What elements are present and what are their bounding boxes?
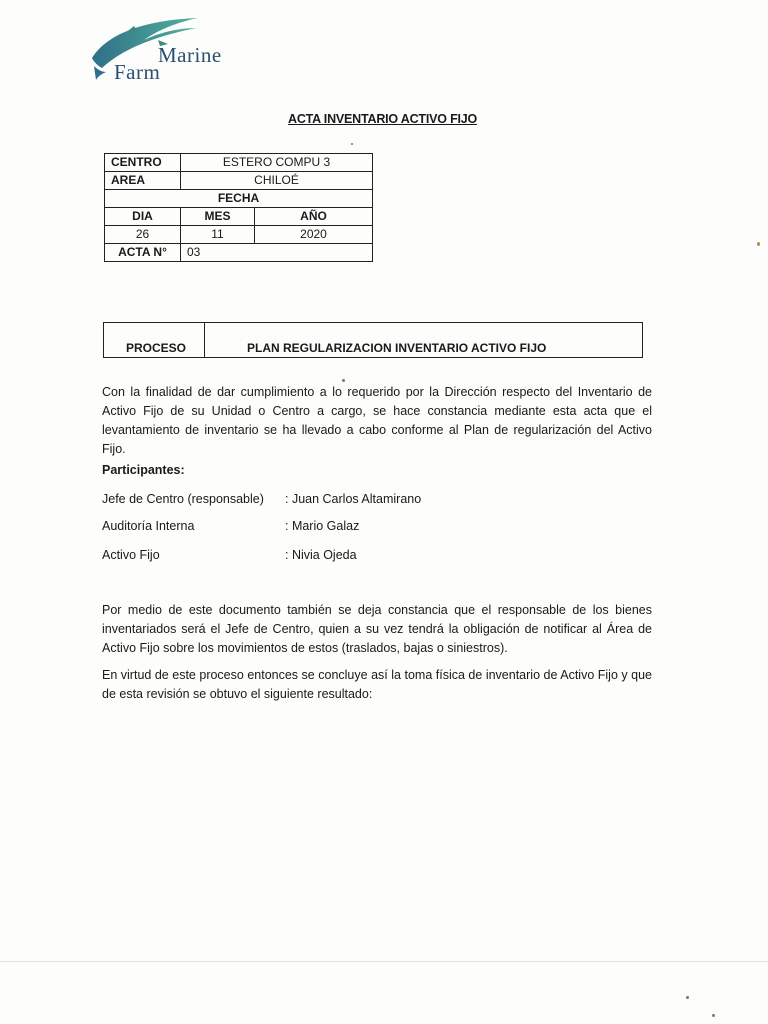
- acta-label: ACTA N°: [105, 244, 181, 262]
- conclusion-paragraph: En virtud de este proceso entonces se concluye así la toma física de inventario de Activo Fijo y que de esta revisión se obtuvo el siguiente resultado:: [102, 668, 652, 701]
- dia-label: DIA: [105, 208, 181, 226]
- participant-role: Activo Fijo: [102, 548, 160, 562]
- anio-label: AÑO: [255, 208, 373, 226]
- table-row-date-values: [105, 226, 373, 244]
- scan-line: [0, 961, 768, 962]
- proceso-label: PROCESO: [126, 341, 187, 355]
- logo-word-farm: Farm: [114, 60, 161, 84]
- scan-speck: [712, 1014, 715, 1017]
- table-row-date-headers: [105, 208, 373, 226]
- table-row-centro: [105, 154, 373, 172]
- dia-value: 26: [105, 226, 181, 244]
- area-label: AREA: [105, 172, 181, 190]
- marine-farm-logo: [88, 14, 263, 86]
- scan-speck: [342, 379, 345, 382]
- participant-role: Jefe de Centro (responsable): [102, 492, 264, 506]
- participant-name: : Mario Galaz: [285, 519, 360, 533]
- document-title: ACTA INVENTARIO ACTIVO FIJO: [288, 112, 478, 126]
- anio-value: 2020: [255, 226, 373, 244]
- scan-speck: [757, 242, 760, 246]
- centro-value: ESTERO COMPU 3: [181, 154, 373, 172]
- scan-speck: [351, 143, 353, 145]
- proceso-box: [103, 322, 643, 358]
- mes-value: 11: [181, 226, 255, 244]
- intro-paragraph: Con la finalidad de dar cumplimiento a lo requerido por la Dirección respecto del Inventario de Activo Fijo de su Unidad o Centro a cargo, se hace constancia mediante esta acta que el levantamiento de inventario se ha llevado a cabo conforme al Plan de regularización del Activo Fijo.: [102, 385, 652, 456]
- proceso-value: PLAN REGULARIZACION INVENTARIO ACTIVO FIJO: [247, 341, 547, 355]
- responsibility-paragraph: Por medio de este documento también se deja constancia que el responsable de los bienes inventariados será el Jefe de Centro, quien a su vez tendrá la obligación de notificar al Área de Activo Fijo sobre los movimientos de estos (traslados, bajas o siniestros).: [102, 603, 652, 655]
- participant-name: : Nivia Ojeda: [285, 548, 357, 562]
- centro-label: CENTRO: [105, 154, 181, 172]
- fecha-label: FECHA: [105, 190, 373, 208]
- participants-heading: Participantes:: [102, 463, 185, 477]
- mes-label: MES: [181, 208, 255, 226]
- participant-role: Auditoría Interna: [102, 519, 195, 533]
- participant-name: : Juan Carlos Altamirano: [285, 492, 422, 506]
- logo-word-marine: Marine: [158, 43, 222, 67]
- info-table: [104, 153, 373, 262]
- table-row-fecha: [105, 190, 373, 208]
- table-row-area: [105, 172, 373, 190]
- area-value: CHILOÉ: [181, 172, 373, 190]
- proceso-divider: [204, 323, 205, 357]
- table-row-acta: [105, 244, 373, 262]
- acta-value: 03: [181, 244, 373, 262]
- scan-speck: [686, 996, 689, 999]
